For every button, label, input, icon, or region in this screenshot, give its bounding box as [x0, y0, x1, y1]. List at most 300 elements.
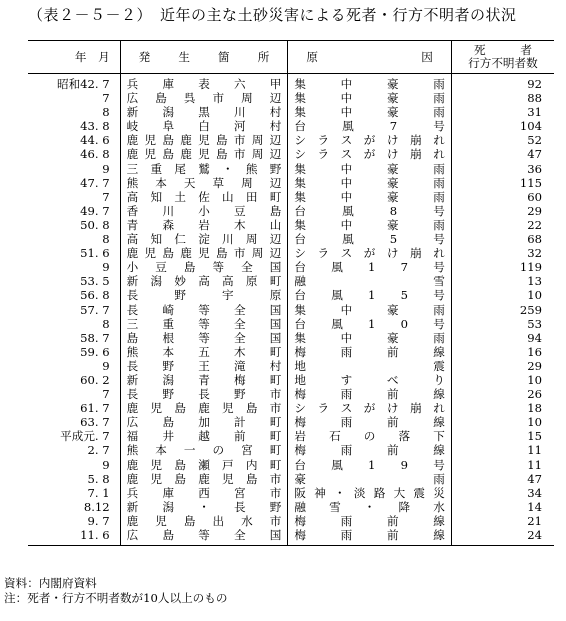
- cause-char: が: [363, 133, 376, 148]
- location-char: 町: [269, 372, 282, 387]
- cause-char: 中: [340, 77, 353, 91]
- cell-cause-text: [294, 486, 445, 500]
- location-char: 本: [162, 344, 175, 359]
- location-char: 市: [212, 91, 225, 106]
- location-char: 野: [233, 387, 246, 402]
- cause-char: 震: [413, 485, 426, 500]
- location-char: 六: [233, 77, 246, 91]
- location-char: 島: [245, 471, 258, 486]
- cause-char: 中: [340, 330, 353, 345]
- cell-cause: [288, 443, 452, 457]
- location-char: 島: [162, 147, 175, 162]
- location-char: 周: [241, 175, 253, 190]
- location-char: 淀: [198, 232, 210, 247]
- cause-char: 阪: [294, 485, 306, 500]
- cell-date: 44. 6: [28, 133, 120, 147]
- location-char: 田: [245, 189, 258, 204]
- location-char: 島: [269, 203, 282, 218]
- cell-cause: [288, 105, 452, 119]
- cell-cause: [288, 401, 452, 415]
- cell-location-text: [127, 176, 282, 190]
- cell-cause-text: [294, 91, 445, 105]
- cause-char: 前: [386, 387, 399, 402]
- cause-char: 台: [294, 203, 306, 218]
- table-row: [28, 303, 554, 317]
- cell-cause-text: [294, 147, 445, 161]
- cell-location: [120, 317, 288, 331]
- cause-char: れ: [433, 133, 445, 148]
- cause-char: 雨: [433, 91, 445, 106]
- cell-location: [120, 288, 288, 302]
- location-char: 王: [198, 358, 210, 373]
- location-char: 崎: [162, 302, 175, 317]
- location-char: 児: [222, 401, 234, 416]
- cell-location-text: [127, 246, 282, 260]
- cause-char: 融: [294, 274, 306, 289]
- location-char: 島: [216, 133, 228, 148]
- location-char: 三: [126, 316, 139, 331]
- cell-cause: [288, 74, 452, 92]
- cause-char: 集: [294, 302, 306, 317]
- cause-char: 0: [400, 316, 409, 331]
- location-char: 高: [126, 232, 139, 247]
- location-char: 森: [162, 217, 175, 232]
- location-char: 町: [269, 344, 282, 359]
- cause-char: れ: [433, 147, 445, 162]
- cell-location: [120, 133, 288, 147]
- location-char: 阜: [162, 119, 175, 134]
- location-char: 市: [233, 246, 246, 261]
- cell-cause-text: [294, 331, 445, 345]
- cell-location: [120, 345, 288, 359]
- location-char: 周: [241, 91, 253, 106]
- cause-char: 号: [433, 232, 445, 247]
- cell-location: [120, 260, 288, 274]
- location-char: 鹿: [180, 147, 192, 162]
- location-char: 庫: [162, 77, 175, 91]
- location-char: の: [212, 443, 225, 458]
- cell-deaths: 29: [527, 203, 542, 218]
- cell-cause: [288, 246, 452, 260]
- table-row: [28, 147, 554, 161]
- cell-cause-text: [294, 345, 445, 359]
- location-char: 鹿: [126, 457, 139, 472]
- cell-deaths: 21: [527, 513, 542, 528]
- cell-deaths: 15: [527, 429, 542, 444]
- location-char: 等: [212, 260, 225, 275]
- location-char: 滝: [233, 358, 246, 373]
- cell-location: [120, 458, 288, 472]
- location-char: 小: [126, 260, 139, 275]
- table-row: [28, 317, 554, 331]
- location-char: 周: [251, 147, 264, 162]
- location-char: 全: [233, 316, 246, 331]
- cell-deaths: 32: [527, 246, 542, 261]
- table-row: [28, 176, 554, 190]
- location-char: 島: [216, 147, 228, 162]
- cell-cause: [288, 147, 452, 161]
- cell-location: [120, 528, 288, 546]
- cause-char: 風: [331, 316, 343, 331]
- cause-char: け: [386, 147, 399, 162]
- cell-cause: [288, 162, 452, 176]
- cell-cause-text: [294, 218, 445, 232]
- cell-deaths: 11: [527, 443, 542, 458]
- cell-date: 57. 7: [28, 303, 120, 317]
- location-char: 島: [155, 91, 167, 106]
- location-char: 宮: [241, 443, 253, 458]
- table-row: [28, 260, 554, 274]
- cell-deaths: 13: [527, 274, 542, 289]
- cause-char: 梅: [294, 528, 306, 542]
- cause-char: 前: [386, 528, 399, 542]
- cell-date: 8: [28, 317, 120, 331]
- cell-location-text: [127, 331, 282, 345]
- location-char: 兵: [126, 77, 139, 91]
- cell-date: 9: [28, 260, 120, 274]
- cell-deaths: 10: [527, 288, 542, 303]
- cause-char: 雨: [340, 387, 353, 402]
- cell-deaths: 26: [527, 387, 542, 402]
- location-char: 全: [241, 260, 253, 275]
- cause-char: 7: [389, 119, 398, 134]
- cause-char: ラ: [317, 133, 330, 148]
- location-char: 熊: [126, 443, 139, 458]
- location-char: 熊: [126, 175, 139, 190]
- location-char: 宇: [222, 288, 234, 303]
- cell-cause-text: [294, 373, 445, 387]
- cause-char: 前: [386, 513, 399, 528]
- location-char: 児: [198, 133, 210, 148]
- location-char: 国: [269, 302, 282, 317]
- cell-location-text: [127, 500, 282, 514]
- cell-cause: [288, 190, 452, 204]
- location-char: 市: [269, 401, 282, 416]
- location-char: 島: [183, 260, 196, 275]
- cause-char: シ: [294, 147, 306, 162]
- cell-location: [120, 429, 288, 443]
- cell-deaths: 119: [519, 260, 542, 275]
- cell-cause: [288, 288, 452, 302]
- header-date: 年 月: [28, 41, 120, 74]
- location-char: 村: [269, 105, 282, 120]
- location-char: 児: [144, 246, 157, 261]
- cause-char: 路: [373, 485, 386, 500]
- cell-deaths: 24: [451, 528, 554, 546]
- cell-deaths: 60: [527, 189, 542, 204]
- header-location-char: 発: [138, 49, 151, 64]
- location-char: 鷲: [198, 161, 210, 176]
- cell-location: [120, 472, 288, 486]
- cell-deaths: 36: [527, 161, 542, 176]
- table-row: [28, 458, 554, 472]
- cause-char: ス: [340, 246, 353, 261]
- location-char: 佐: [198, 189, 210, 204]
- cause-char: 岩: [294, 429, 306, 444]
- cause-char: 雨: [433, 77, 445, 91]
- location-char: 町: [269, 429, 282, 444]
- cell-cause-text: [294, 232, 445, 246]
- location-char: 国: [269, 260, 282, 275]
- cause-char: 落: [398, 429, 411, 444]
- cause-char: 前: [386, 443, 399, 458]
- location-char: 全: [233, 302, 246, 317]
- location-char: 野: [269, 161, 282, 176]
- cell-location-text: [127, 317, 282, 331]
- cell-date: 平成元. 7: [28, 429, 120, 443]
- cell-cause: [288, 345, 452, 359]
- cell-location-text: [127, 218, 282, 232]
- header-location: [120, 41, 288, 74]
- location-char: 熊: [126, 344, 139, 359]
- cause-char: 大: [393, 485, 406, 500]
- location-char: 等: [198, 528, 210, 542]
- cell-cause-text: [294, 105, 445, 119]
- location-char: 町: [269, 443, 282, 458]
- location-char: 新: [126, 274, 139, 289]
- location-char: 野: [162, 358, 175, 373]
- location-char: 出: [212, 513, 225, 528]
- cause-char: 中: [340, 302, 353, 317]
- location-char: 市: [269, 485, 282, 500]
- location-char: 水: [241, 513, 253, 528]
- cause-char: 豪: [386, 189, 399, 204]
- location-char: 青: [126, 217, 139, 232]
- location-char: 土: [174, 189, 186, 204]
- location-char: 国: [269, 528, 282, 542]
- cell-deaths: 29: [527, 358, 542, 373]
- cell-date: 53. 5: [28, 274, 120, 288]
- location-char: 三: [126, 161, 139, 176]
- cause-char: 台: [294, 288, 306, 303]
- cause-char: け: [386, 246, 399, 261]
- table-row: [28, 246, 554, 260]
- location-char: 宮: [233, 485, 246, 500]
- cell-location: [120, 486, 288, 500]
- cell-cause-text: [294, 472, 445, 486]
- cause-char: 豪: [386, 77, 399, 91]
- cause-char: 1: [368, 316, 376, 331]
- cell-deaths: 115: [519, 175, 542, 190]
- location-char: 国: [269, 330, 282, 345]
- cause-char: 風: [342, 119, 354, 134]
- source-note: 資料：内閣府資料: [4, 576, 97, 590]
- location-char: 呉: [183, 91, 196, 106]
- table-row: [28, 528, 554, 546]
- location-char: 児: [222, 471, 234, 486]
- cause-char: ス: [340, 401, 353, 416]
- cell-location: [120, 387, 288, 401]
- cause-char: 号: [433, 457, 445, 472]
- cell-location-text: [127, 77, 282, 91]
- cause-char: の: [363, 429, 376, 444]
- cause-char: 台: [294, 119, 306, 134]
- cell-location-text: [127, 429, 282, 443]
- cell-cause-text: [294, 303, 445, 317]
- table-row: [28, 373, 554, 387]
- location-char: 広: [126, 91, 139, 106]
- location-char: 潟: [162, 372, 175, 387]
- cause-char: シ: [294, 246, 306, 261]
- location-char: 市: [269, 471, 282, 486]
- cell-cause-text: [294, 77, 445, 91]
- table-row: [28, 162, 554, 176]
- cause-char: ス: [340, 133, 353, 148]
- cell-cause-text: [294, 133, 445, 147]
- cell-location-text: [127, 288, 282, 302]
- cause-char: 5: [400, 288, 409, 303]
- location-char: 島: [174, 471, 186, 486]
- cell-location: [120, 373, 288, 387]
- location-char: 島: [174, 401, 186, 416]
- cause-char: が: [363, 401, 376, 416]
- location-char: 鹿: [126, 513, 139, 528]
- cell-location: [120, 331, 288, 345]
- cause-char: 梅: [294, 415, 306, 430]
- cell-location-text: [127, 119, 282, 133]
- cause-char: 融: [294, 499, 306, 514]
- cause-char: 8: [389, 203, 398, 218]
- cause-char: 前: [386, 415, 399, 430]
- cell-deaths: 11: [527, 457, 542, 472]
- table-row: [28, 105, 554, 119]
- cause-char: す: [340, 372, 353, 387]
- location-char: 高: [126, 189, 139, 204]
- cell-deaths: 16: [527, 344, 542, 359]
- footnote: 注：死者・行方不明者数が10人以上のもの: [4, 591, 228, 605]
- cell-date: 9: [28, 458, 120, 472]
- cell-date: 59. 6: [28, 345, 120, 359]
- location-char: 市: [233, 133, 246, 148]
- cell-deaths: 68: [527, 232, 542, 247]
- cause-char: 淡: [353, 485, 366, 500]
- cause-char: 石: [329, 429, 341, 444]
- cell-cause-text: [294, 528, 445, 542]
- cause-char: 号: [433, 119, 445, 134]
- cause-char: 中: [340, 91, 353, 106]
- cell-location: [120, 218, 288, 232]
- location-char: 木: [233, 217, 246, 232]
- location-char: 五: [198, 344, 210, 359]
- cause-char: 中: [340, 161, 353, 176]
- location-char: 島: [245, 401, 258, 416]
- cell-location-text: [127, 133, 282, 147]
- cell-location: [120, 190, 288, 204]
- cell-date: 7: [28, 91, 120, 105]
- cause-char: 雨: [340, 344, 353, 359]
- cause-char: 号: [433, 260, 445, 275]
- cell-cause-text: [294, 317, 445, 331]
- location-char: 重: [162, 316, 175, 331]
- location-char: 原: [245, 274, 258, 289]
- cause-char: 梅: [294, 344, 306, 359]
- location-char: 計: [233, 415, 246, 430]
- table-row: [28, 331, 554, 345]
- cell-cause: [288, 232, 452, 246]
- table-row: [28, 345, 554, 359]
- cell-deaths: 47: [527, 147, 542, 162]
- cell-cause: [288, 274, 452, 288]
- cell-cause: [288, 387, 452, 401]
- cause-char: 雨: [340, 443, 353, 458]
- cell-date: 9: [28, 359, 120, 373]
- location-char: 青: [198, 372, 210, 387]
- location-char: 辺: [269, 175, 282, 190]
- cause-char: 豪: [294, 471, 306, 486]
- location-char: 高: [198, 274, 210, 289]
- location-char: 小: [198, 203, 210, 218]
- cause-char: 雨: [433, 471, 445, 486]
- location-char: 広: [126, 528, 139, 542]
- location-char: 本: [155, 175, 167, 190]
- location-char: 鹿: [180, 246, 192, 261]
- cause-char: 風: [331, 260, 343, 275]
- location-char: 内: [245, 457, 258, 472]
- cell-date: 7: [28, 190, 120, 204]
- table-row: [28, 429, 554, 443]
- table-row: [28, 190, 554, 204]
- location-char: 原: [269, 288, 282, 303]
- cell-date: 5. 8: [28, 472, 120, 486]
- cause-char: 台: [294, 232, 306, 247]
- table-row: [28, 288, 554, 302]
- location-char: 川: [222, 232, 234, 247]
- location-char: 長: [126, 358, 139, 373]
- cause-char: 豪: [386, 105, 399, 120]
- cell-location-text: [127, 401, 282, 415]
- location-char: 辺: [269, 91, 282, 106]
- table-row: [28, 232, 554, 246]
- location-char: 甲: [269, 77, 282, 91]
- location-char: 鹿: [126, 147, 139, 162]
- cell-cause: [288, 500, 452, 514]
- location-char: 辺: [269, 232, 282, 247]
- cell-cause-text: [294, 288, 445, 302]
- cell-location-text: [127, 190, 282, 204]
- location-char: 井: [162, 429, 175, 444]
- cause-char: 崩: [410, 147, 422, 162]
- cell-deaths: 88: [527, 91, 542, 106]
- location-char: 庫: [162, 485, 175, 500]
- cause-char: 雪: [329, 499, 341, 514]
- cell-location-text: [127, 345, 282, 359]
- cause-char: 豪: [386, 330, 399, 345]
- location-char: 仁: [174, 232, 186, 247]
- location-char: 重: [150, 161, 163, 176]
- cell-cause-text: [294, 401, 445, 415]
- cell-cause: [288, 260, 452, 274]
- location-char: 新: [126, 105, 139, 120]
- location-char: ・: [222, 161, 234, 176]
- cause-char: 集: [294, 91, 306, 106]
- cause-char: 前: [386, 344, 399, 359]
- cell-deaths: 22: [527, 217, 542, 232]
- cell-cause: [288, 119, 452, 133]
- table-header-row: [28, 41, 554, 74]
- cause-char: 雨: [433, 217, 445, 232]
- location-char: 市: [233, 147, 246, 162]
- location-char: 新: [126, 499, 139, 514]
- location-char: 草: [212, 175, 225, 190]
- table-row: [28, 359, 554, 373]
- location-char: 島: [174, 457, 186, 472]
- cell-deaths: 14: [527, 499, 542, 514]
- location-char: 広: [126, 415, 139, 430]
- location-char: 村: [269, 119, 282, 134]
- location-char: 表: [198, 77, 210, 91]
- cell-date: 2. 7: [28, 443, 120, 457]
- cause-char: 集: [294, 330, 306, 345]
